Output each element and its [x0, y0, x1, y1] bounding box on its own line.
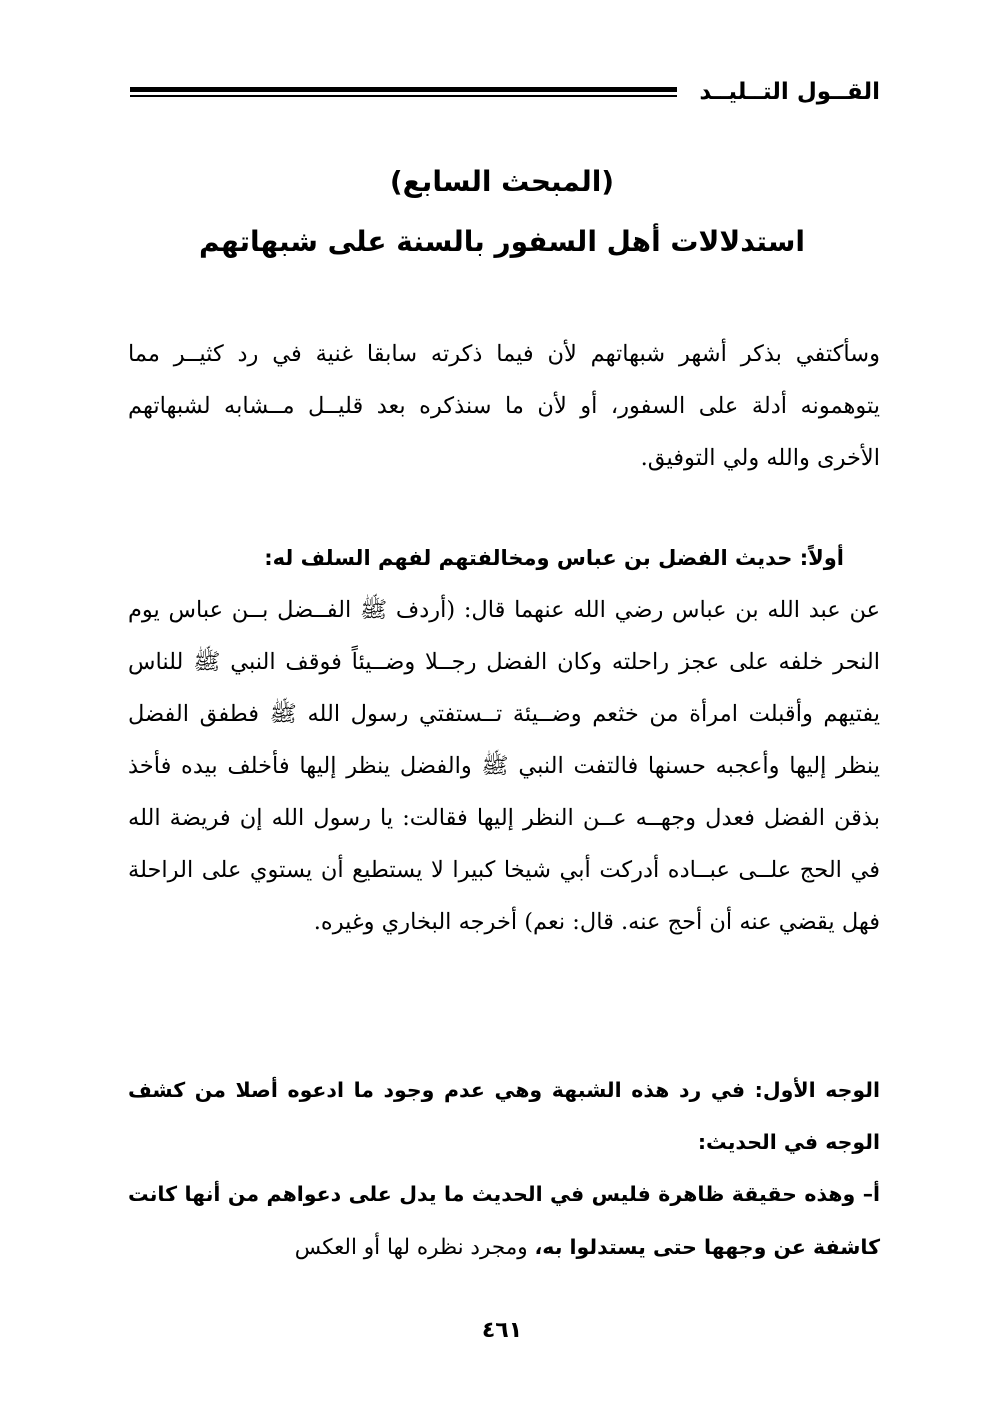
- point-a-paragraph: [128, 1168, 880, 1274]
- point-a-rest: ومجرد نظره لها أو العكس: [294, 1235, 535, 1260]
- first-aspect-heading: الوجه الأول: في رد هذه الشبهة وهي عدم وجود ما ادعوه أصلا من كشف الوجه في الحديث:: [128, 1078, 880, 1154]
- first-heading: أولاً: حديث الفضل بن عباس ومخالفتهم لفهم السلف له:: [264, 546, 844, 570]
- intro-paragraph: [128, 328, 880, 484]
- hadith-paragraph: [128, 584, 880, 948]
- section-subtitle: استدلالات أهل السفور بالسنة على شبهاتهم: [199, 225, 805, 258]
- intro-text: وسأكتفي بذكر أشهر شبهاتهم لأن فيما ذكرته سابقا غنية في رد كثيــر مما يتوهمونه أدلة على السفور، أو لأن ما سنذكره بعد قليــل مــشابه لشبهاتهم الأخرى والله ولي التوفيق.: [128, 341, 880, 471]
- hadith-text: عن عبد الله بن عباس رضي الله عنهما قال: (أردف ﷺ الفــضل بــن عباس يوم النحر خلفه على عجز راحلته وكان الفضل رجــلا وضــيئاً فوقف النبي ﷺ للناس يفتيهم وأقبلت امرأة من خثعم وضــيئة تــستفتي رسول الله ﷺ فطفق الفضل ينظر إليها وأعجبه حسنها فالتفت النبي ﷺ والفضل ينظر إليها فأخلف بيده فأخذ بذقن الفضل فعدل وجهــه عــن النظر إليها فقالت: يا رسول الله إن فريضة الله في الحج علــى عبــاده أدركت أبي شيخا كبيرا لا يستطيع أن يستوي على الراحلة فهل يقضي عنه أن أحج عنه. قال: نعم) أخرجه البخاري وغيره.: [128, 597, 880, 935]
- running-header: [130, 72, 880, 112]
- section-title: (المبحث السابع): [389, 165, 615, 198]
- header-rule: [130, 87, 677, 97]
- point-a-bold: أ– وهذه حقيقة ظاهرة فليس في الحديث ما يدل على دعواهم من أنها كانت كاشفة عن وجهها حتى يستدلوا به،: [128, 1182, 880, 1259]
- page-number: ٤٦١: [481, 1318, 523, 1343]
- book-title: القــول التــليــد: [699, 79, 880, 105]
